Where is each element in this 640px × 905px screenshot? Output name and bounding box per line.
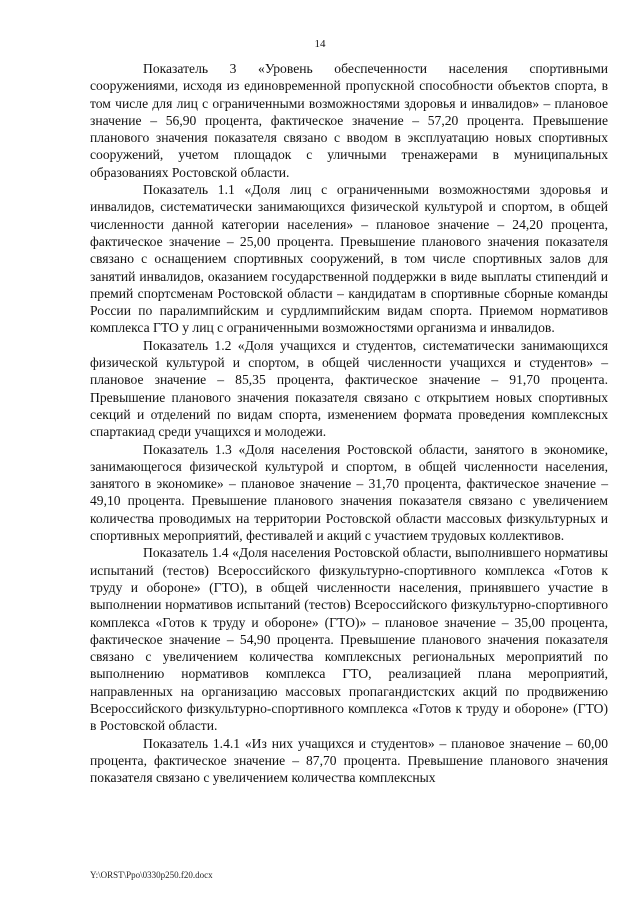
document-body <box>90 60 608 786</box>
paragraph-indicator-1-4-1: Показатель 1.4.1 «Из них учащихся и студентов» – плановое значение – 60,00 процента, фактическое значение – 87,70 процента. Превышение планового значения показателя связано с увеличением количества комплексных <box>90 735 608 786</box>
footer-file-path: Y:\ORST\Ppo\0330p250.f20.docx <box>90 870 213 880</box>
paragraph-indicator-1-2: Показатель 1.2 «Доля учащихся и студентов, систематически занимающихся физической культурой и спортом, в общей численности учащихся и студентов» – плановое значение – 85,35 процента, фактическое значение – 91,70 процента. Превышение планового значения показателя связано с открытием новых спортивных секций и отделений по видам спорта, изменением формата проведения комплексных спартакиад среди учащихся и молодежи. <box>90 337 608 440</box>
paragraph-indicator-1-4: Показатель 1.4 «Доля населения Ростовской области, выполнившего нормативы испытаний (тестов) Всероссийского физкультурно-спортивного комплекса «Готов к труду и обороне» (ГТО), в общей численности населения, принявшего участие в выполнении нормативов испытаний (тестов) Всероссийского физкультурно-спортивного комплекса «Готов к труду и обороне» (ГТО)» – плановое значение – 35,00 процента, фактическое значение – 54,90 процента. Превышение планового значения показателя связано с увеличением количества комплексных региональных мероприятий по выполнению нормативов комплекса ГТО, реализацией плана мероприятий, направленных на организацию массовых пропагандистских акций по продвижению Всероссийского физкультурно-спортивного комплекса «Готов к труду и обороне» (ГТО) в Ростовской области. <box>90 545 608 734</box>
paragraph-indicator-1-3: Показатель 1.3 «Доля населения Ростовской области, занятого в экономике, занимающегося физической культурой и спортом, в общей численности населения, занятого в экономике» – плановое значение – 31,70 процента, фактическое значение – 49,10 процента. Превышение планового значения показателя связано с увеличением количества проводимых на территории Ростовской области массовых физкультурных и спортивных мероприятий, фестивалей и акций с участием трудовых коллективов. <box>90 441 608 544</box>
paragraph-indicator-1-1: Показатель 1.1 «Доля лиц с ограниченными возможностями здоровья и инвалидов, систематически занимающихся физической культурой и спортом, в общей численности данной категории населения» – плановое значение – 24,20 процента, фактическое значение – 25,00 процента. Превышение планового значения показателя связано с оснащением спортивных сооружений, в том числе спортивных залов для занятий инвалидов, оказанием государственной поддержки в виде выплаты стипендий и премий спортсменам Ростовской области – кандидатам в спортивные сборные команды России по паралимпийским и сурдлимпийским видам спорта. Приемом нормативов комплекса ГТО у лиц с ограниченными возможностями организма и инвалидов. <box>90 182 608 336</box>
page-number: 14 <box>314 38 326 50</box>
paragraph-indicator-3: Показатель 3 «Уровень обеспеченности населения спортивными сооружениями, исходя из единовременной пропускной способности объектов спорта, в том числе для лиц с ограниченными возможностями здоровья и инвалидов» – плановое значение – 56,90 процента, фактическое значение – 57,20 процента. Превышение планового значения показателя связано с вводом в эксплуатацию новых спортивных сооружений, учетом площадок с уличными тренажерами в муниципальных образованиях Ростовской области. <box>90 61 608 180</box>
